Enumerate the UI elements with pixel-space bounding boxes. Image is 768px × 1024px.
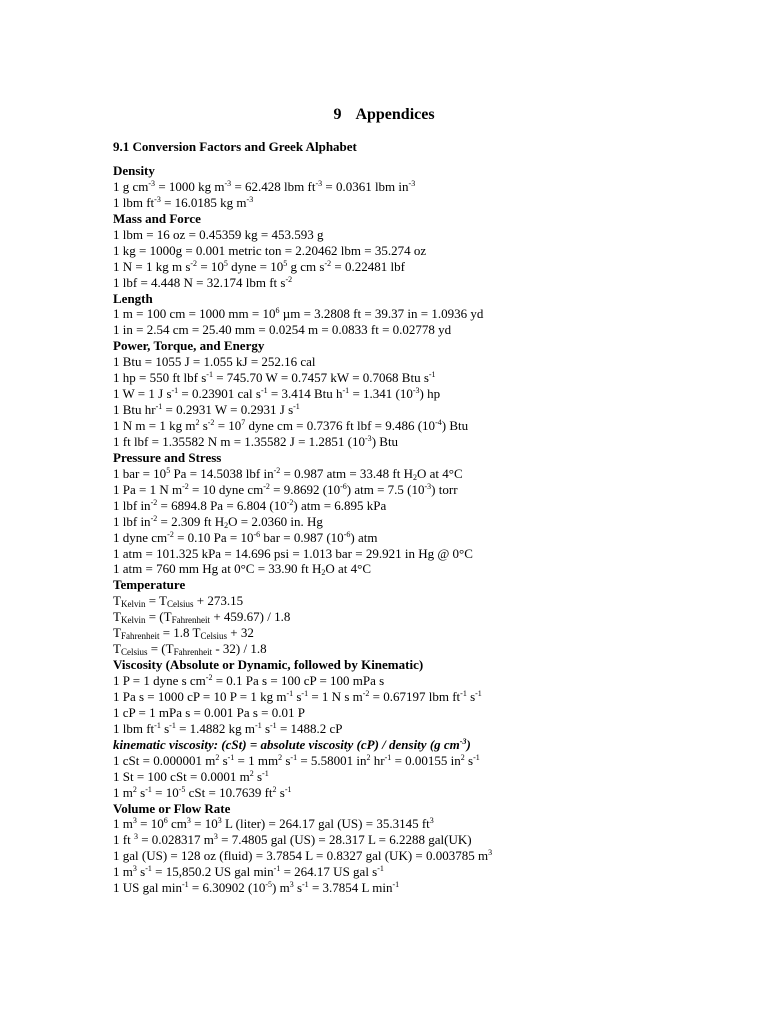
text-run: = 6894.8 Pa = 6.804 (10 — [157, 497, 287, 513]
text-run: 1 lbm ft — [113, 194, 155, 210]
text-run: cSt = 10.7639 ft — [185, 784, 273, 800]
text-run: = 0.10 Pa = 10 — [173, 529, 254, 545]
text-run: s — [293, 688, 302, 704]
superscript: -2 — [263, 481, 270, 491]
text-run: s — [261, 720, 271, 736]
category-heading — [113, 163, 753, 179]
text-run: = 0.67197 lbm ft — [369, 688, 461, 704]
text-run: 1 P = 1 dyne s cm — [113, 673, 206, 688]
text-run: L (liter) = 264.17 gal (US) = 35.3145 ft — [221, 816, 430, 832]
text-run: = 3.7854 L min — [308, 880, 393, 896]
conversion-line — [113, 354, 753, 370]
superscript: 3 — [217, 816, 222, 826]
superscript: -1 — [384, 752, 392, 762]
conversion-line — [113, 816, 753, 832]
text-run: 1 ft — [113, 832, 134, 848]
text-run: = 0.0361 lbm in — [322, 178, 409, 194]
text-run: = 1 mm — [234, 752, 279, 768]
text-run: 1 St = 100 cSt = 0.0001 m — [113, 768, 250, 784]
text-run: s — [136, 784, 146, 800]
superscript: 2 — [272, 784, 277, 794]
conversion-line — [113, 227, 753, 243]
text-run: 1 lbf in — [113, 497, 151, 513]
category-heading — [113, 211, 753, 227]
superscript: -1 — [255, 720, 262, 730]
text-run: + 459.67) / 1.8 — [210, 609, 291, 625]
text-run: Length — [113, 290, 153, 306]
text-run: Pressure and Stress — [113, 449, 222, 465]
superscript: 3 — [289, 880, 294, 890]
text-run: 1 m = 100 cm = 1000 mm = 10 — [113, 306, 276, 322]
subscript: 2 — [321, 568, 326, 578]
conversion-line — [113, 195, 753, 211]
superscript: 2 — [278, 752, 283, 762]
formula-note — [113, 737, 753, 753]
superscript: 3 — [429, 816, 434, 826]
superscript: -1 — [273, 864, 281, 874]
text-run: = 0.23901 cal s — [178, 386, 261, 402]
superscript: -2 — [286, 497, 294, 507]
text-run: = 0.987 atm = 33.48 ft H — [280, 465, 413, 481]
text-run: s — [219, 752, 228, 768]
superscript: 3 — [133, 832, 138, 842]
superscript: 3 — [488, 848, 493, 858]
superscript: 5 — [223, 258, 228, 268]
conversion-line — [113, 370, 753, 386]
superscript: -1 — [460, 688, 467, 698]
superscript: -1 — [260, 386, 268, 396]
superscript: -3 — [412, 386, 420, 396]
conversion-line — [113, 434, 753, 450]
text-run: 1 US gal min — [113, 880, 182, 896]
category-heading — [113, 291, 753, 307]
text-run: 1 m — [113, 816, 133, 832]
text-run: s — [464, 752, 474, 768]
superscript: -2 — [285, 274, 293, 284]
text-run: 1 Pa s = 1000 cP = 10 P = 1 kg m — [113, 688, 287, 704]
superscript: -3 — [365, 433, 372, 443]
text-run: = 16.0185 kg m — [160, 194, 247, 210]
text-run: 1 lbf = 4.448 N = 32.174 lbm ft s — [113, 274, 286, 290]
text-run: dyne = 10 — [227, 258, 284, 274]
text-run: 1 N = 1 kg m s — [113, 258, 191, 274]
text-run: = 1.4882 kg m — [175, 720, 256, 736]
text-run: + 32 — [227, 625, 254, 641]
conversion-line — [113, 641, 753, 657]
text-run: ) atm = 7.5 (10 — [346, 481, 425, 497]
conversion-line — [113, 673, 753, 689]
superscript: 2 — [366, 752, 371, 762]
text-run: = 0.1 Pa s = 100 cP = 100 mPa s — [212, 673, 385, 688]
text-run: 1 ft lbf = 1.35582 N m = 1.35582 J = 1.2851 (10 — [113, 433, 366, 449]
category-heading — [113, 801, 753, 817]
superscript: -1 — [428, 370, 436, 380]
superscript: -1 — [270, 720, 277, 730]
conversion-line — [113, 179, 753, 195]
text-run: Viscosity (Absolute or Dynamic, followed by Kinematic) — [113, 657, 424, 673]
text-run: = 3.414 Btu h — [267, 386, 343, 402]
text-run: O = 2.0360 in. Hg — [228, 513, 323, 529]
text-run: s — [160, 720, 170, 736]
text-run: = 10 — [197, 258, 224, 274]
category-heading — [113, 657, 753, 673]
text-run: s — [199, 418, 208, 433]
conversion-line — [113, 402, 753, 418]
superscript: -2 — [205, 673, 213, 682]
subscript: Celsius — [120, 647, 148, 658]
chapter-heading — [0, 106, 768, 124]
superscript: -1 — [290, 752, 298, 762]
text-run: 1 atm = 101.325 kPa = 14.696 psi = 1.013 bar = 29.921 in Hg @ 0°C — [113, 545, 473, 561]
text-run: 1 Btu = 1055 J = 1.055 kJ = 252.16 cal — [113, 354, 316, 370]
text-run: 1 kg = 1000g = 0.001 metric ton = 2.20462 lbm = 35.274 oz — [113, 242, 427, 258]
superscript: -1 — [342, 386, 350, 396]
text-run: 1 dyne cm — [113, 529, 168, 545]
superscript: -1 — [262, 768, 269, 778]
text-run: s — [253, 768, 263, 784]
superscript: -2 — [207, 418, 215, 427]
text-run: 1 cSt = 0.000001 m — [113, 752, 216, 768]
text-run: s — [466, 688, 476, 704]
text-run: Volume or Flow Rate — [113, 800, 231, 816]
conversion-line — [113, 705, 753, 721]
conversion-line — [113, 482, 753, 498]
text-run: = 2.309 ft H — [157, 513, 225, 529]
text-run: ) Btu — [371, 433, 399, 449]
superscript: 5 — [283, 258, 288, 268]
text-run: s — [136, 864, 146, 880]
text-run: = 0.028317 m — [137, 832, 214, 848]
superscript: 3 — [132, 864, 137, 874]
superscript: 5 — [166, 465, 171, 475]
superscript: 2 — [215, 752, 220, 762]
superscript: -3 — [459, 736, 467, 746]
conversion-line — [113, 306, 753, 322]
conversion-line — [113, 848, 753, 864]
superscript: -1 — [145, 784, 152, 794]
superscript: -3 — [224, 178, 232, 188]
superscript: 3 — [132, 816, 137, 826]
conversion-line — [113, 530, 753, 546]
superscript: -1 — [181, 880, 189, 890]
superscript: -3 — [315, 178, 323, 188]
superscript: -3 — [148, 178, 156, 188]
text-run: 1 lbm ft — [113, 720, 155, 736]
text-run: ) Btu — [441, 418, 469, 433]
superscript: 2 — [460, 752, 465, 762]
conversion-line — [113, 593, 753, 609]
text-run: = 10 — [214, 418, 242, 433]
text-run: s — [276, 784, 285, 800]
superscript: -1 — [392, 880, 400, 890]
text-run: = 7.4805 gal (US) = 28.317 L = 6.2288 gal(UK) — [217, 832, 472, 848]
subscript: Fahrenheit — [120, 631, 160, 642]
text-run: Pa = 14.5038 lbf in — [170, 465, 274, 481]
chapter-number: 9 — [333, 106, 342, 123]
subscript: Kelvin — [120, 599, 146, 610]
text-run: ) torr — [431, 481, 458, 497]
text-run: ) hp — [419, 386, 441, 402]
conversion-line — [113, 832, 753, 848]
text-run: = 15,850.2 US gal min — [151, 864, 274, 880]
text-run: = 1488.2 cP — [276, 720, 343, 736]
text-run: = 10 — [136, 816, 164, 832]
superscript: -2 — [150, 513, 158, 523]
superscript: -2 — [167, 529, 174, 539]
text-run: T — [113, 593, 121, 609]
conversion-line — [113, 625, 753, 641]
superscript: -1 — [473, 752, 480, 762]
text-run: = 10 dyne cm — [188, 481, 264, 497]
superscript: 2 — [132, 784, 137, 794]
superscript: 3 — [186, 816, 191, 826]
conversion-line — [113, 721, 753, 737]
text-run: 1 in = 2.54 cm = 25.40 mm = 0.0254 m = 0.0833 ft = 0.02778 yd — [113, 322, 452, 338]
text-run: 1 g cm — [113, 178, 149, 194]
superscript: -5 — [178, 784, 186, 794]
text-run: 1 m — [113, 784, 133, 800]
category-heading — [113, 450, 753, 466]
text-run: µm = 3.2808 ft = 39.37 in = 1.0936 yd — [279, 306, 484, 322]
superscript: -6 — [340, 481, 347, 491]
text-run: Temperature — [113, 577, 186, 593]
superscript: -1 — [206, 370, 213, 380]
superscript: -3 — [424, 481, 432, 491]
conversion-line — [113, 546, 753, 562]
superscript: -1 — [171, 386, 179, 396]
text-run: 1 cP = 1 mPa s = 0.001 Pa s = 0.01 P — [113, 704, 305, 720]
category-heading — [113, 338, 753, 354]
superscript: -1 — [475, 688, 482, 698]
superscript: -1 — [154, 720, 161, 730]
subscript: Fahrenheit — [173, 647, 213, 658]
superscript: -2 — [190, 258, 198, 268]
conversion-line — [113, 418, 753, 434]
superscript: 6 — [163, 816, 168, 826]
text-run: 1 W = 1 J s — [113, 386, 172, 402]
text-run: 1 lbm = 16 oz = 0.45359 kg = 453.593 g — [113, 226, 324, 242]
text-run: bar = 0.987 (10 — [260, 529, 344, 545]
conversion-line — [113, 259, 753, 275]
superscript: 2 — [249, 768, 254, 778]
superscript: 7 — [241, 418, 246, 427]
subscript: 2 — [413, 472, 417, 482]
text-run: = T — [145, 593, 167, 609]
text-run: T — [113, 641, 121, 657]
superscript: 6 — [275, 306, 280, 316]
superscript: -2 — [362, 688, 370, 698]
conversion-line — [113, 561, 753, 577]
text-run: 1 Pa = 1 N m — [113, 481, 183, 497]
superscript: -6 — [343, 529, 351, 539]
text-run: = 0.2931 W = 0.2931 J s — [162, 402, 294, 418]
conversion-line — [113, 880, 753, 896]
conversion-line — [113, 864, 753, 880]
text-run: kinematic viscosity: (cSt) = absolute viscosity (cP) / density (g cm — [113, 736, 460, 752]
text-run: = (T — [147, 641, 174, 657]
text-run: = 1000 kg m — [155, 178, 225, 194]
text-run: Power, Torque, and Energy — [113, 338, 265, 354]
text-run: 1 bar = 10 — [113, 465, 167, 481]
text-run: O at 4°C — [417, 465, 463, 481]
superscript: -4 — [435, 418, 442, 427]
superscript: -1 — [302, 880, 309, 890]
text-run: = 62.428 lbm ft — [231, 178, 316, 194]
superscript: -3 — [246, 194, 254, 204]
text-run: ) m — [272, 880, 290, 896]
text-run: = 5.58001 in — [297, 752, 367, 768]
conversion-line — [113, 466, 753, 482]
text-run: ) atm — [350, 529, 378, 545]
conversion-line — [113, 243, 753, 259]
text-run: 1 hp = 550 ft lbf s — [113, 370, 207, 386]
conversion-line — [113, 275, 753, 291]
text-run: = 9.8692 (10 — [269, 481, 341, 497]
superscript: -2 — [150, 497, 158, 507]
conversion-line — [113, 386, 753, 402]
superscript: -1 — [286, 688, 294, 698]
superscript: -3 — [154, 194, 161, 204]
text-run: = 1 N s m — [308, 688, 363, 704]
subscript: 2 — [224, 520, 229, 530]
text-run: ) atm = 6.895 kPa — [293, 497, 387, 513]
superscript: -2 — [273, 465, 281, 475]
text-run: = 1.8 T — [159, 625, 201, 641]
text-run: = 10 — [190, 816, 218, 832]
conversion-line — [113, 769, 753, 785]
text-run: 1 m — [113, 864, 133, 880]
subscript: Celsius — [167, 599, 194, 610]
superscript: -1 — [301, 688, 309, 698]
text-run: Density — [113, 163, 155, 178]
text-run: 1 Btu hr — [113, 402, 156, 418]
superscript: -2 — [324, 258, 332, 268]
superscript: -1 — [227, 752, 235, 762]
superscript: 3 — [213, 832, 218, 842]
text-run: = 6.30902 (10 — [188, 880, 266, 896]
subscript: Celsius — [200, 631, 228, 642]
superscript: -1 — [155, 402, 163, 412]
text-run: = 264.17 US gal s — [280, 864, 378, 880]
conversion-line — [113, 498, 753, 514]
conversion-line — [113, 514, 753, 530]
category-heading — [113, 577, 753, 593]
text-run: = 0.00155 in — [391, 752, 461, 768]
text-run: T — [113, 625, 121, 641]
text-run: Mass and Force — [113, 210, 201, 226]
text-run: = (T — [145, 609, 172, 625]
text-run: ) — [466, 736, 471, 752]
superscript: -2 — [182, 481, 189, 491]
text-run: O at 4°C — [325, 561, 371, 577]
superscript: 2 — [195, 418, 200, 427]
superscript: -1 — [169, 720, 176, 730]
conversion-line — [113, 609, 753, 625]
superscript: -1 — [145, 864, 152, 874]
superscript: -6 — [253, 529, 261, 539]
text-run: 1 N m = 1 kg m — [113, 418, 196, 433]
subscript: Kelvin — [120, 615, 146, 626]
text-run: cm — [167, 816, 187, 832]
text-run: hr — [370, 752, 385, 768]
text-run: dyne cm = 0.7376 ft lbf = 9.486 (10 — [245, 418, 436, 433]
text-run: 1 atm = 760 mm Hg at 0°C = 33.90 ft H — [113, 561, 322, 577]
chapter-title: Appendices — [355, 106, 435, 123]
text-run: = 1.341 (10 — [349, 386, 413, 402]
conversion-line — [113, 689, 753, 705]
conversion-line — [113, 322, 753, 338]
superscript: -1 — [284, 784, 292, 794]
text-run: s — [282, 752, 291, 768]
text-run: 1 lbf in — [113, 513, 151, 529]
conversion-line — [113, 753, 753, 769]
superscript: -5 — [265, 880, 272, 890]
section-title: 9.1 Conversion Factors and Greek Alphabet — [113, 139, 357, 154]
superscript: -3 — [408, 178, 416, 188]
text-run: + 273.15 — [193, 593, 244, 609]
text-run: = 0.22481 lbf — [331, 258, 405, 274]
text-run: = 10 — [151, 784, 179, 800]
superscript: -1 — [377, 864, 384, 874]
text-run: 1 gal (US) = 128 oz (fluid) = 3.7854 L = 0.8327 gal (UK) = 0.003785 m — [113, 848, 489, 864]
text-run: g cm s — [287, 258, 325, 274]
text-run: s — [293, 880, 303, 896]
superscript: -1 — [293, 402, 300, 412]
text-run: = 745.70 W = 0.7457 kW = 0.7068 Btu s — [212, 370, 429, 386]
conversion-factor-list — [113, 163, 753, 896]
subscript: Fahrenheit — [171, 615, 211, 626]
conversion-line — [113, 785, 753, 801]
text-run: - 32) / 1.8 — [212, 641, 267, 657]
text-run: T — [113, 609, 121, 625]
